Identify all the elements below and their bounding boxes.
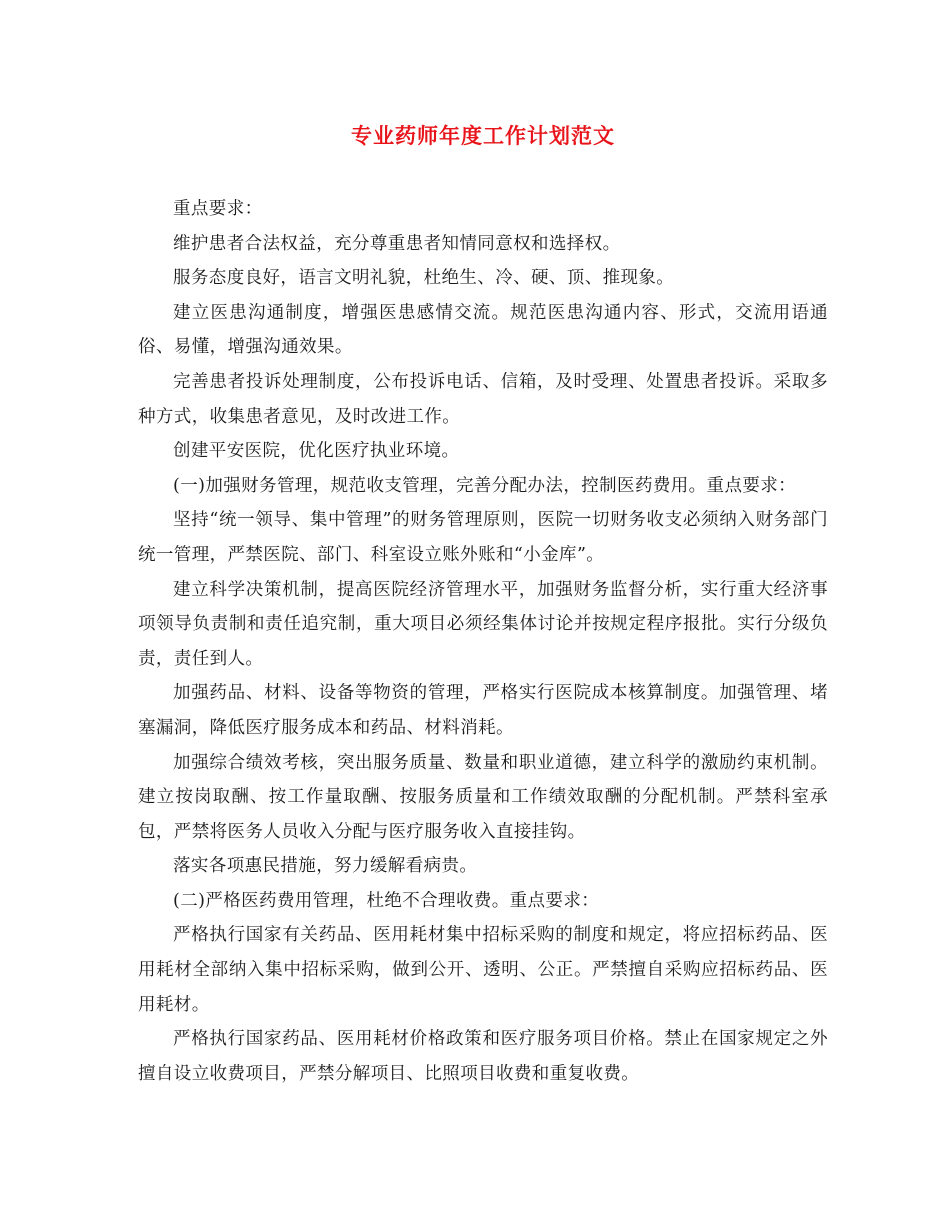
document-title: 专业药师年度工作计划范文 bbox=[351, 124, 615, 148]
paragraph: 严格执行国家有关药品、医用耗材集中招标采购的制度和规定，将应招标药品、医用耗材全部纳入集中招标采购，做到公开、透明、公正。严禁擅自采购应招标药品、医用耗材。 bbox=[138, 925, 828, 1015]
paragraph: 服务态度良好，语言文明礼貌，杜绝生、冷、硬、顶、推现象。 bbox=[173, 268, 675, 289]
section-heading-1: (一)加强财务管理，规范收支管理，完善分配办法，控制医药费用。重点要求： bbox=[173, 475, 797, 496]
paragraph: 完善患者投诉处理制度，公布投诉电话、信箱，及时受理、处置患者投诉。采取多种方式，收集患者意见，及时改进工作。 bbox=[138, 371, 828, 427]
section-heading-2: (二)严格医药费用管理，杜绝不合理收费。重点要求： bbox=[173, 890, 600, 911]
document-body bbox=[138, 192, 828, 1091]
paragraph: 重点要求： bbox=[173, 199, 263, 219]
paragraph: 加强综合绩效考核，突出服务质量、数量和职业道德，建立科学的激励约束机制。建立按岗取酬、按工作量取酬、按服务质量和工作绩效取酬的分配机制。严禁科室承包，严禁将医务人员收入分配与医疗服务收入直接挂钩。 bbox=[138, 752, 828, 842]
paragraph: 坚持“统一领导、集中管理”的财务管理原则，医院一切财务收支必须纳入财务部门统一管理，严禁医院、部门、科室设立账外账和“小金库”。 bbox=[138, 510, 828, 565]
paragraph: 建立科学决策机制，提高医院经济管理水平，加强财务监督分析，实行重大经济事项领导负责制和责任追究制，重大项目必须经集体讨论并按规定程序报批。实行分级负责，责任到人。 bbox=[138, 579, 828, 669]
paragraph: 维护患者合法权益，充分尊重患者知情同意权和选择权。 bbox=[173, 233, 621, 254]
paragraph: 创建平安医院，优化医疗执业环境。 bbox=[173, 441, 460, 462]
paragraph: 加强药品、材料、设备等物资的管理，严格实行医院成本核算制度。加强管理、堵塞漏洞，降低医疗服务成本和药品、材料消耗。 bbox=[138, 683, 828, 738]
paragraph: 严格执行国家药品、医用耗材价格政策和医疗服务项目价格。禁止在国家规定之外擅自设立收费项目，严禁分解项目、比照项目收费和重复收费。 bbox=[138, 1029, 828, 1084]
paragraph: 建立医患沟通制度，增强医患感情交流。规范医患沟通内容、形式，交流用语通俗、易懂，增强沟通效果。 bbox=[138, 302, 828, 358]
paragraph: 落实各项惠民措施，努力缓解看病贵。 bbox=[173, 856, 478, 877]
